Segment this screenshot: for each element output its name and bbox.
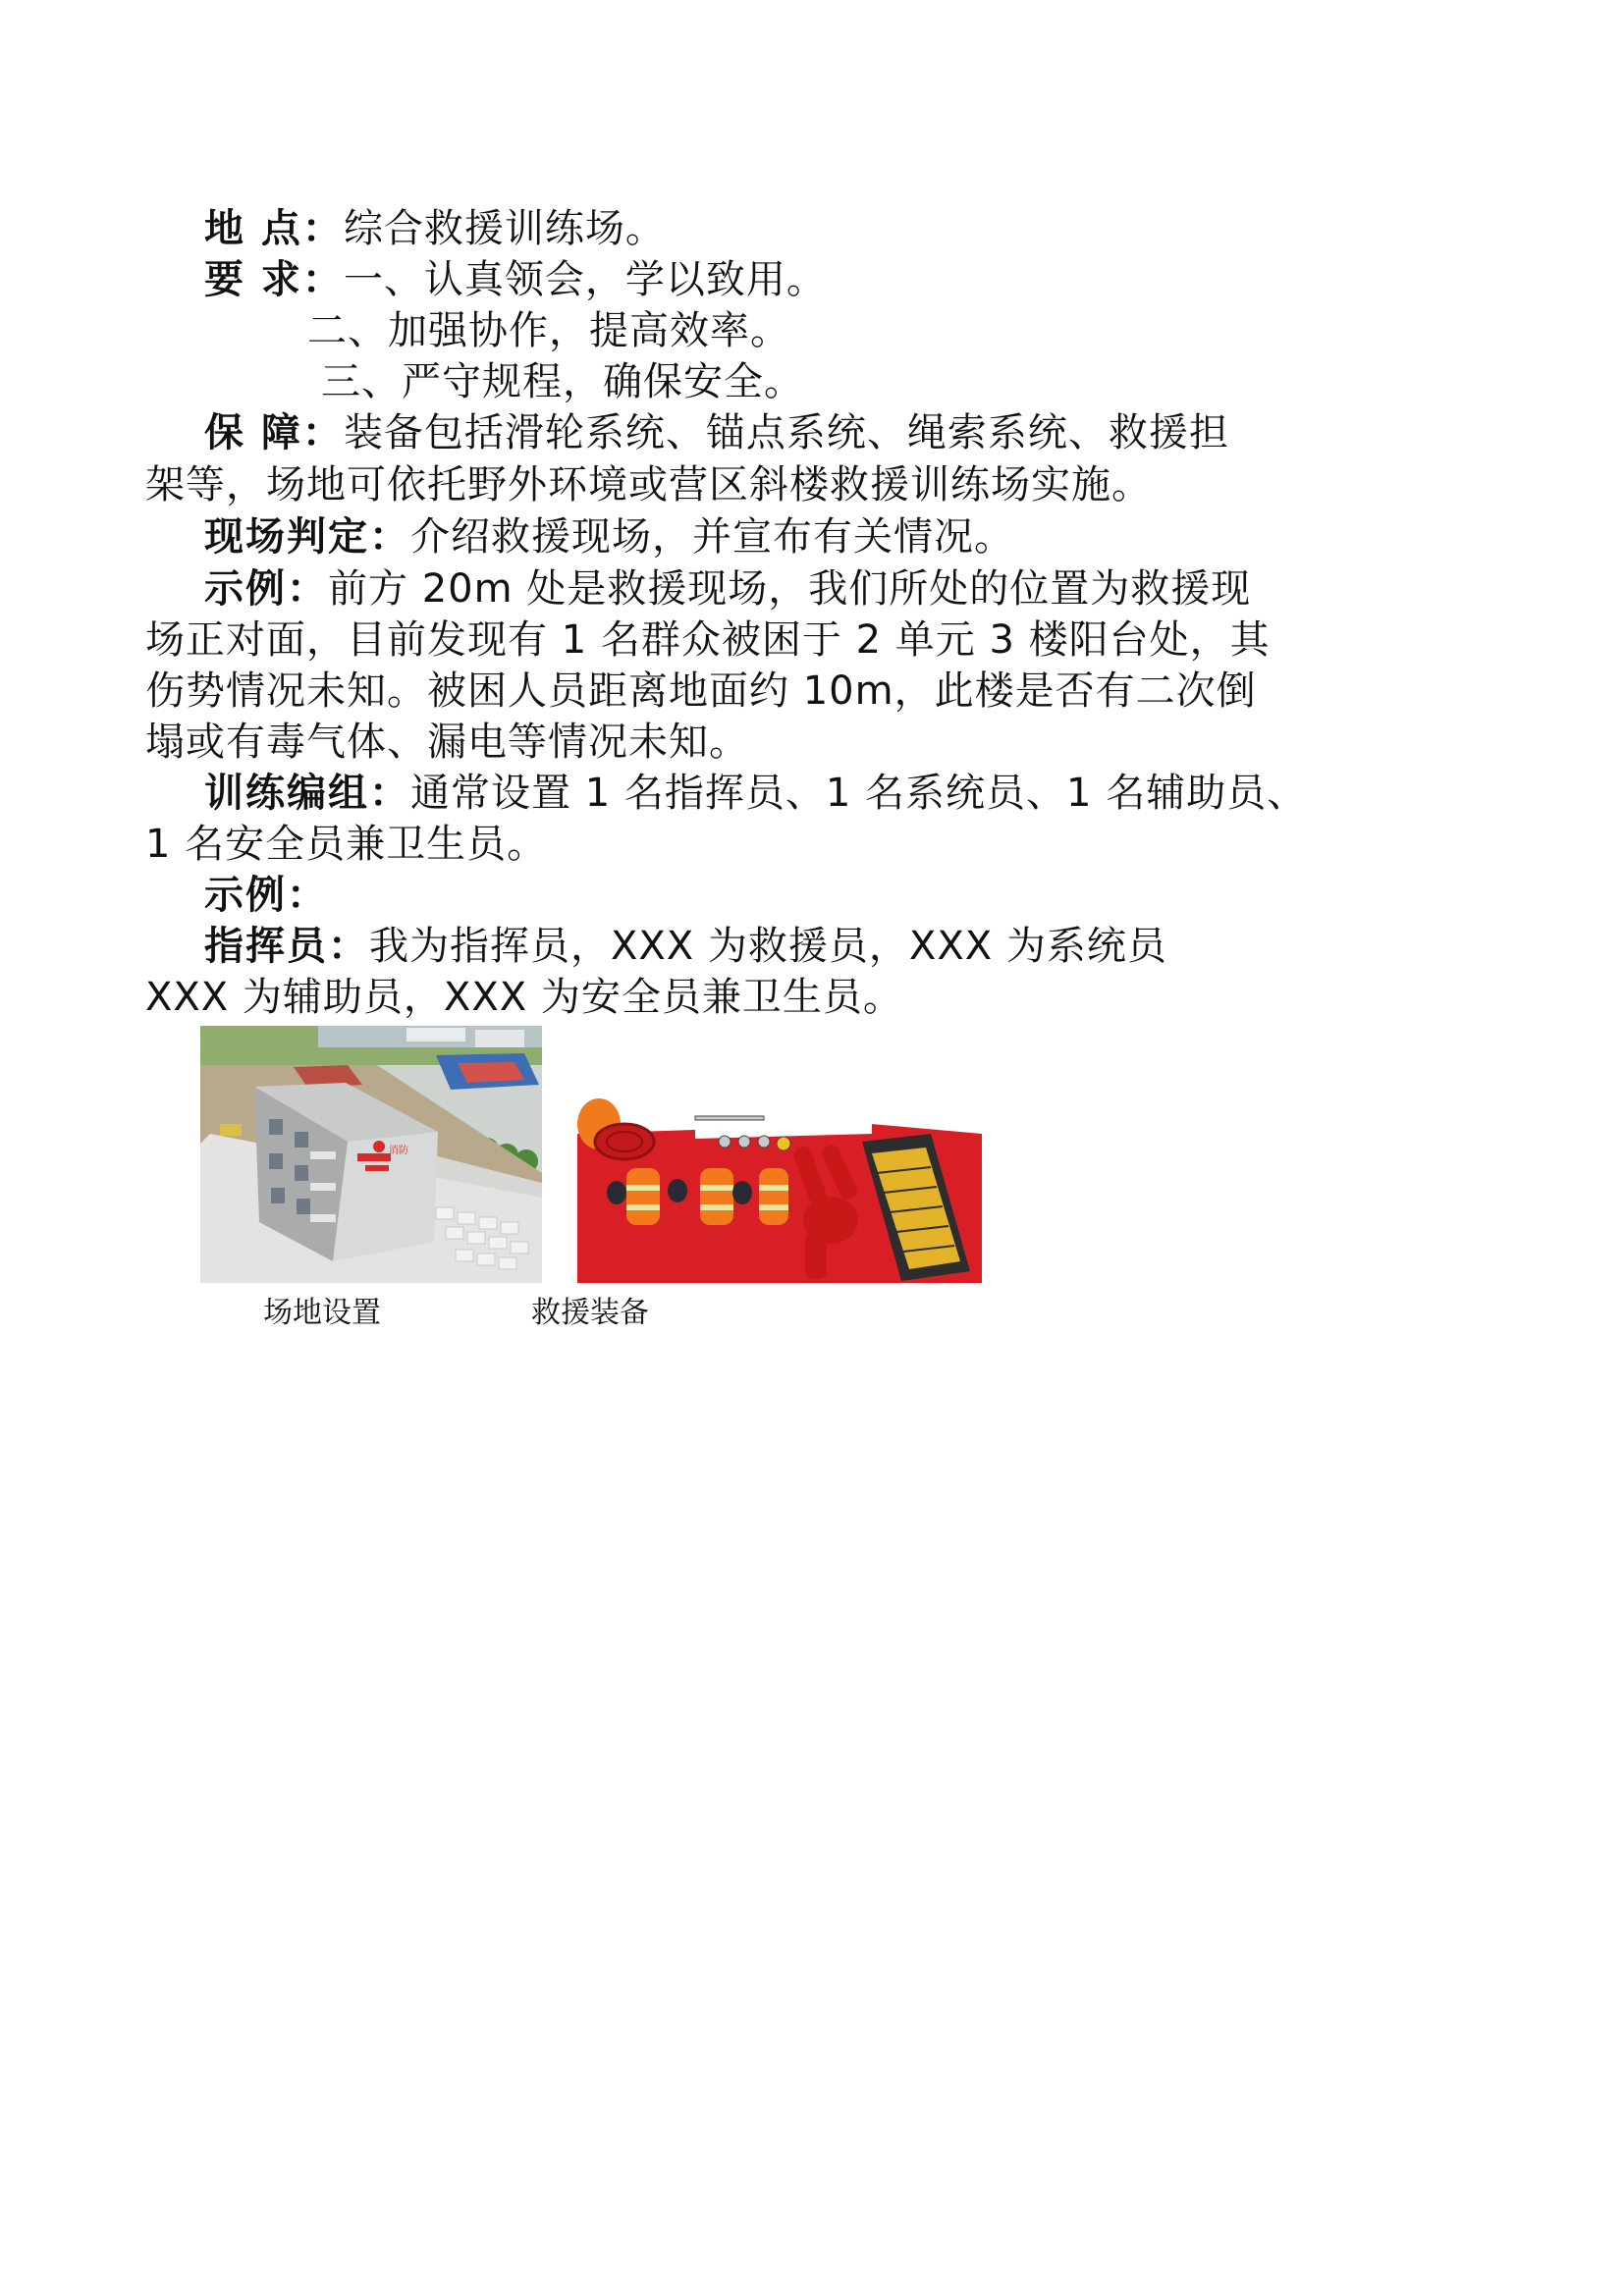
location-text: 综合救援训练场。 [343,206,666,251]
equipment-caption: 救援装备 [531,1296,649,1330]
training-site-photo [200,1026,542,1283]
example-line-3-row [145,664,1257,719]
team-paragraph [204,766,1307,821]
support-paragraph [204,405,1229,460]
example-line-4-row [145,715,749,770]
example-line-4: 塌或有毒气体、漏电等情况未知。 [145,720,749,765]
team-line-2: 1 名安全员兼卫生员。 [145,822,548,867]
support-text-1: 装备包括滑轮系统、锚点系统、绳索系统、救援担 [343,410,1229,455]
requirement-label: 要 求： [204,257,344,302]
commander-paragraph [204,919,1167,974]
building-sign: 消防 [389,1146,408,1156]
support-label: 保 障： [204,410,344,455]
location-label: 地 点： [204,206,344,251]
requirement-item-1: 一、认真领会，学以致用。 [343,257,827,302]
commander-line-2-row [145,970,903,1025]
commander-line-2: XXX 为辅助员，XXX 为安全员兼卫生员。 [145,975,903,1020]
example-line-2: 场正对面，目前发现有 1 名群众被困于 2 单元 3 楼阳台处，其 [145,617,1271,663]
requirement-item-2: 二、加强协作，提高效率。 [307,308,790,353]
team-label: 训练编组： [204,771,410,816]
example-paragraph [204,561,1251,616]
team-line-1: 通常设置 1 名指挥员、1 名系统员、1 名辅助员、 [410,771,1308,816]
example-label: 示例： [204,566,328,612]
requirement-item-3-line [321,354,804,409]
scene-label: 现场判定： [204,514,410,560]
requirement-paragraph [204,252,827,307]
rescue-equipment-photo [577,1095,982,1283]
scene-text: 介绍救援现场，并宣布有关情况。 [410,514,1014,560]
site-caption: 场地设置 [263,1296,381,1330]
team-line-2-row [145,817,547,872]
support-text-2: 架等，场地可依托野外环境或营区斜楼救援训练场实施。 [145,462,1152,507]
example-line-1: 前方 20m 处是救援现场，我们所处的位置为救援现 [328,566,1252,612]
support-continuation [145,457,1152,512]
example-line-3: 伤势情况未知。被困人员距离地面约 10m，此楼是否有二次倒 [145,668,1257,714]
example-2-paragraph [204,868,328,923]
location-paragraph [204,201,666,256]
example-2-label: 示例： [204,873,328,918]
scene-paragraph [204,509,1014,564]
commander-label: 指挥员： [204,924,369,969]
requirement-item-2-line [307,303,790,358]
requirement-item-3: 三、严守规程，确保安全。 [321,359,804,404]
example-line-2-row [145,613,1271,667]
commander-line-1: 我为指挥员，XXX 为救援员，XXX 为系统员 [369,924,1167,969]
